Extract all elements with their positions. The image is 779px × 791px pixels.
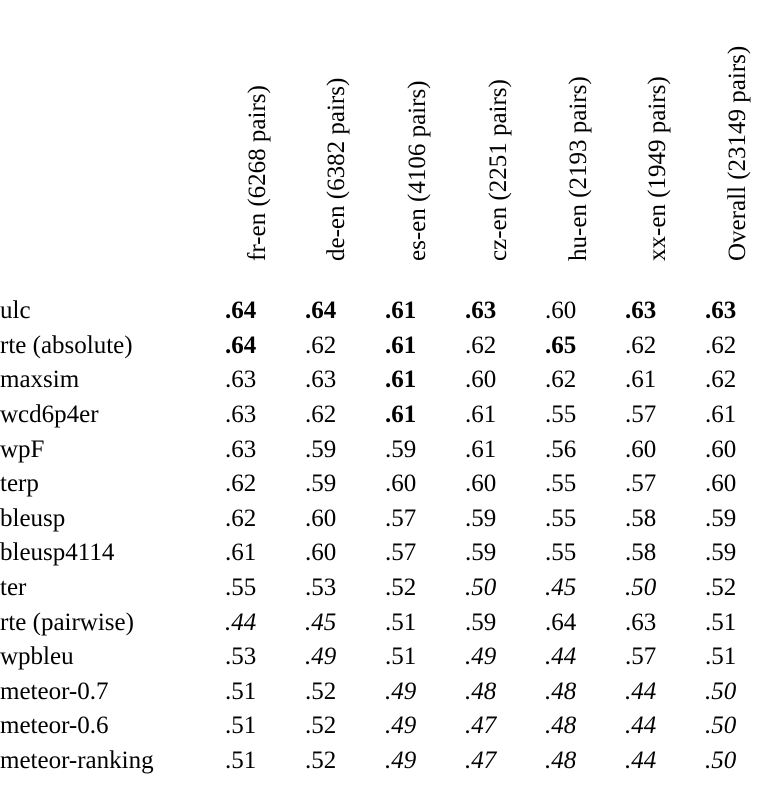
score-cell: .44 bbox=[625, 677, 657, 705]
score-cell: .50 bbox=[625, 574, 657, 602]
score-cell: .63 bbox=[225, 435, 257, 463]
score-cell: .55 bbox=[225, 574, 257, 602]
table-row bbox=[0, 640, 765, 675]
score-cell: .60 bbox=[305, 504, 337, 532]
score-cell: .62 bbox=[545, 366, 577, 394]
score-cell: .63 bbox=[465, 297, 497, 325]
metric-name: terp bbox=[0, 470, 39, 498]
score-cell: .61 bbox=[385, 401, 417, 429]
table-row bbox=[0, 467, 765, 502]
column-header-label: es-en (4106 pairs) bbox=[404, 80, 431, 261]
score-cell: .63 bbox=[225, 366, 257, 394]
column-header bbox=[243, 1, 273, 291]
column-header-label: cz-en (2251 pairs) bbox=[485, 79, 512, 261]
score-cell: .47 bbox=[465, 712, 497, 740]
score-cell: .52 bbox=[385, 574, 417, 602]
score-cell: .51 bbox=[225, 712, 257, 740]
score-cell: .60 bbox=[465, 366, 497, 394]
metric-name: meteor-0.7 bbox=[0, 677, 109, 705]
score-cell: .59 bbox=[385, 435, 417, 463]
score-cell: .51 bbox=[705, 608, 737, 636]
table-row bbox=[0, 398, 765, 433]
score-cell: .62 bbox=[305, 401, 337, 429]
metric-name: meteor-ranking bbox=[0, 747, 154, 775]
score-cell: .62 bbox=[465, 331, 497, 359]
table-row bbox=[0, 571, 765, 606]
score-cell: .59 bbox=[305, 435, 337, 463]
score-cell: .45 bbox=[305, 608, 337, 636]
score-cell: .49 bbox=[305, 643, 337, 671]
score-cell: .59 bbox=[465, 608, 497, 636]
score-cell: .52 bbox=[305, 712, 337, 740]
score-cell: .49 bbox=[385, 712, 417, 740]
score-cell: .60 bbox=[625, 435, 657, 463]
table-row bbox=[0, 294, 765, 329]
score-cell: .62 bbox=[705, 331, 737, 359]
score-cell: .57 bbox=[625, 643, 657, 671]
score-cell: .61 bbox=[385, 331, 417, 359]
score-cell: .61 bbox=[705, 401, 737, 429]
column-header-label: Overall (23149 pairs) bbox=[724, 45, 751, 261]
score-cell: .45 bbox=[545, 574, 577, 602]
score-cell: .57 bbox=[385, 504, 417, 532]
table-row bbox=[0, 709, 765, 744]
score-cell: .49 bbox=[465, 643, 497, 671]
score-cell: .47 bbox=[465, 747, 497, 775]
score-cell: .52 bbox=[305, 677, 337, 705]
column-header bbox=[403, 1, 433, 291]
score-cell: .63 bbox=[225, 401, 257, 429]
score-cell: .55 bbox=[545, 504, 577, 532]
score-cell: .64 bbox=[545, 608, 577, 636]
metric-name: wcd6p4er bbox=[0, 401, 99, 429]
table-row bbox=[0, 675, 765, 710]
metric-name: wpF bbox=[0, 435, 45, 463]
score-cell: .59 bbox=[705, 539, 737, 567]
score-cell: .62 bbox=[305, 331, 337, 359]
score-cell: .61 bbox=[385, 366, 417, 394]
column-header bbox=[484, 1, 514, 291]
metric-name: ulc bbox=[0, 297, 31, 325]
score-cell: .60 bbox=[705, 435, 737, 463]
score-cell: .61 bbox=[625, 366, 657, 394]
metric-name: rte (pairwise) bbox=[0, 608, 134, 636]
score-cell: .52 bbox=[705, 574, 737, 602]
score-cell: .50 bbox=[705, 712, 737, 740]
score-cell: .60 bbox=[705, 470, 737, 498]
score-cell: .62 bbox=[625, 331, 657, 359]
score-cell: .64 bbox=[305, 297, 337, 325]
metric-name: ter bbox=[0, 574, 27, 602]
score-cell: .48 bbox=[545, 747, 577, 775]
score-cell: .52 bbox=[305, 747, 337, 775]
score-cell: .62 bbox=[225, 470, 257, 498]
score-cell: .57 bbox=[625, 401, 657, 429]
results-table-body bbox=[0, 294, 765, 778]
score-cell: .49 bbox=[385, 747, 417, 775]
score-cell: .58 bbox=[625, 539, 657, 567]
score-cell: .53 bbox=[225, 643, 257, 671]
score-cell: .63 bbox=[705, 297, 737, 325]
table-row bbox=[0, 432, 765, 467]
score-cell: .55 bbox=[545, 401, 577, 429]
table-row bbox=[0, 502, 765, 537]
score-cell: .60 bbox=[465, 470, 497, 498]
table-row bbox=[0, 744, 765, 779]
metric-name: maxsim bbox=[0, 366, 80, 394]
column-header bbox=[322, 1, 352, 291]
table-row bbox=[0, 363, 765, 398]
column-header-label: fr-en (6268 pairs) bbox=[244, 85, 271, 261]
score-cell: .60 bbox=[385, 470, 417, 498]
metric-name: wpbleu bbox=[0, 643, 74, 671]
metric-name: rte (absolute) bbox=[0, 331, 133, 359]
score-cell: .57 bbox=[625, 470, 657, 498]
score-cell: .50 bbox=[465, 574, 497, 602]
table-row bbox=[0, 329, 765, 364]
score-cell: .48 bbox=[545, 712, 577, 740]
score-cell: .61 bbox=[465, 435, 497, 463]
score-cell: .48 bbox=[465, 677, 497, 705]
metric-name: meteor-0.6 bbox=[0, 712, 109, 740]
column-header-label: hu-en (2193 pairs) bbox=[565, 76, 592, 261]
score-cell: .61 bbox=[385, 297, 417, 325]
score-cell: .58 bbox=[625, 504, 657, 532]
score-cell: .44 bbox=[625, 712, 657, 740]
score-cell: .44 bbox=[625, 747, 657, 775]
score-cell: .51 bbox=[385, 608, 417, 636]
score-cell: .60 bbox=[545, 297, 577, 325]
score-cell: .55 bbox=[545, 470, 577, 498]
score-cell: .61 bbox=[225, 539, 257, 567]
score-cell: .63 bbox=[625, 297, 657, 325]
score-cell: .56 bbox=[545, 435, 577, 463]
score-cell: .44 bbox=[225, 608, 257, 636]
score-cell: .64 bbox=[225, 297, 257, 325]
score-cell: .51 bbox=[225, 677, 257, 705]
metric-name: bleusp bbox=[0, 504, 66, 532]
score-cell: .59 bbox=[465, 504, 497, 532]
score-cell: .65 bbox=[545, 331, 577, 359]
score-cell: .50 bbox=[705, 677, 737, 705]
score-cell: .63 bbox=[625, 608, 657, 636]
score-cell: .57 bbox=[385, 539, 417, 567]
score-cell: .64 bbox=[225, 331, 257, 359]
score-cell: .53 bbox=[305, 574, 337, 602]
score-cell: .62 bbox=[705, 366, 737, 394]
score-cell: .48 bbox=[545, 677, 577, 705]
results-table bbox=[0, 294, 765, 778]
metric-name: bleusp4114 bbox=[0, 539, 115, 567]
column-header bbox=[723, 1, 753, 291]
score-cell: .50 bbox=[705, 747, 737, 775]
score-cell: .62 bbox=[225, 504, 257, 532]
table-row bbox=[0, 605, 765, 640]
score-cell: .55 bbox=[545, 539, 577, 567]
score-cell: .51 bbox=[225, 747, 257, 775]
column-header bbox=[643, 1, 673, 291]
column-header-label: de-en (6382 pairs) bbox=[323, 77, 350, 261]
score-cell: .49 bbox=[385, 677, 417, 705]
column-header bbox=[564, 1, 594, 291]
score-cell: .59 bbox=[705, 504, 737, 532]
score-cell: .61 bbox=[465, 401, 497, 429]
score-cell: .60 bbox=[305, 539, 337, 567]
score-cell: .51 bbox=[385, 643, 417, 671]
table-row bbox=[0, 536, 765, 571]
score-cell: .63 bbox=[305, 366, 337, 394]
score-cell: .59 bbox=[305, 470, 337, 498]
score-cell: .44 bbox=[545, 643, 577, 671]
score-cell: .51 bbox=[705, 643, 737, 671]
score-cell: .59 bbox=[465, 539, 497, 567]
column-header-label: xx-en (1949 pairs) bbox=[644, 76, 671, 261]
